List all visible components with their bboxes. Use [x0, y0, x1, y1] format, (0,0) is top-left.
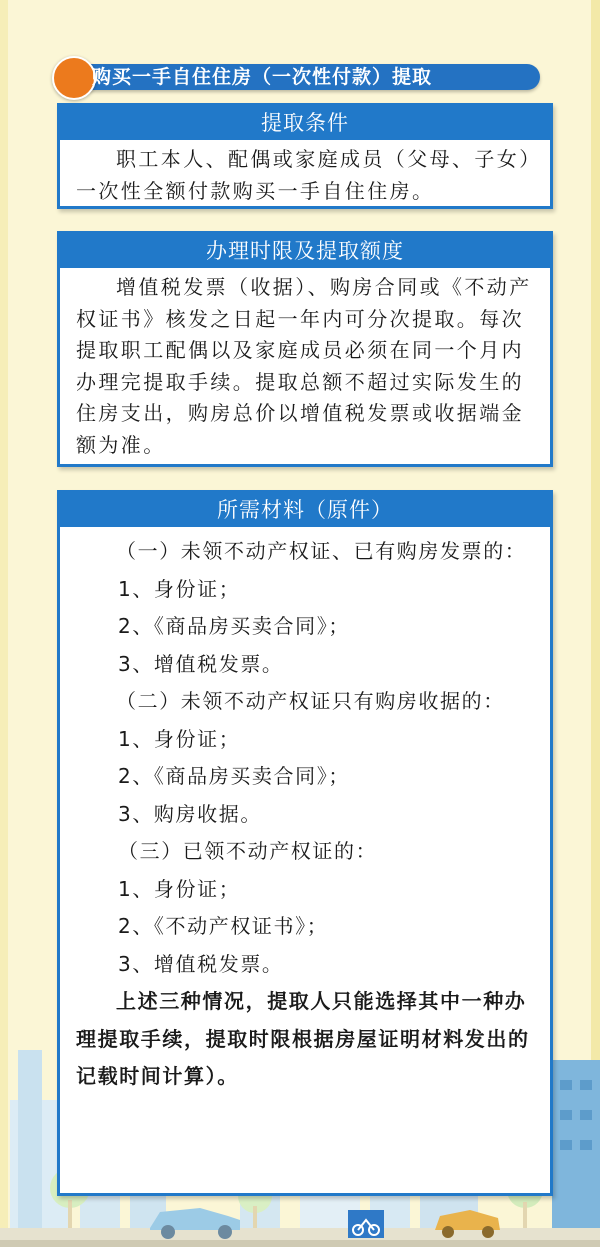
case1-item: 1、身份证； — [118, 576, 241, 601]
page-title: 购买一手自住住房（一次性付款）提取 — [92, 66, 433, 88]
case2-item: 1、身份证； — [118, 726, 241, 751]
case1-item: 3、增值税发票。 — [118, 651, 284, 676]
case3-item: 2、《不动产权证书》； — [118, 914, 329, 938]
case3-item: 1、身份证； — [118, 876, 241, 901]
case2-title: （二）未领不动产权证只有购房收据的： — [116, 689, 505, 713]
materials-note: 上述三种情况，提取人只能选择其中一种办理提取手续，提取时限根据房屋证明材料发出的记载时间计算）。 — [76, 989, 530, 1088]
case2-item: 3、购房收据。 — [118, 801, 262, 826]
conditions-panel — [57, 103, 553, 209]
materials-body — [60, 527, 550, 1096]
orange-circle-icon — [52, 56, 96, 100]
timelimit-heading: 办理时限及提取额度 — [60, 234, 550, 268]
conditions-heading: 提取条件 — [60, 106, 550, 140]
case3-item: 3、增值税发票。 — [118, 951, 284, 976]
case3-title: （三）已领不动产权证的： — [118, 839, 378, 863]
timelimit-text: 增值税发票（收据）、购房合同或《不动产权证书》核发之日起一年内可分次提取。每次提取职工配偶以及家庭成员必须在同一个月内办理完提取手续。提取总额不超过实际发生的住房支出，购房总价以增值税发票或收据端金额为准。 — [76, 275, 532, 457]
case1-title: （一）未领不动产权证、已有购房发票的： — [116, 539, 527, 563]
materials-panel — [57, 490, 553, 1196]
timelimit-panel — [57, 231, 553, 467]
case2-item: 2、《商品房买卖合同》； — [118, 764, 350, 788]
case1-item: 2、《商品房买卖合同》； — [118, 614, 350, 638]
materials-heading: 所需材料（原件） — [60, 493, 550, 527]
conditions-text: 职工本人、配偶或家庭成员（父母、子女）一次性全额付款购买一手自住住房。 — [76, 147, 532, 203]
